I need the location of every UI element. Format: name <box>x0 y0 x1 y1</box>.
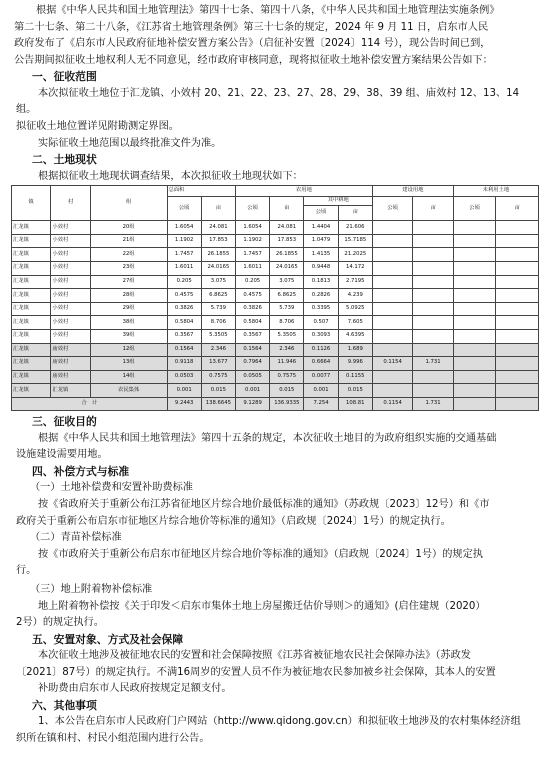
table-cell: 21.606 <box>338 221 372 235</box>
table-cell: 1.7457 <box>236 248 270 262</box>
table-cell: 0.7575 <box>270 370 304 384</box>
table-cell: 1.4135 <box>304 248 338 262</box>
table-cell: 0.001 <box>236 384 270 398</box>
attachment-compensation-line: 地上附着物补偿按《关于印发＜启东市集体土地上房屋搬迁估价导则＞的通知》(启住建规（2020） <box>38 600 486 612</box>
table-cell <box>496 275 539 289</box>
table-cell: 2.346 <box>270 343 304 357</box>
table-cell: 138.6645 <box>201 397 235 411</box>
table-cell <box>453 370 496 384</box>
table-cell: 17.853 <box>201 234 235 248</box>
table-row <box>12 343 539 357</box>
table-row <box>12 234 539 248</box>
table-cell: 4.239 <box>338 289 372 303</box>
table-cell: 5.0925 <box>338 302 372 316</box>
table-cell: 6.8625 <box>201 289 235 303</box>
table-row <box>12 289 539 303</box>
table-cell <box>453 275 496 289</box>
table-cell: 小效村 <box>51 302 90 316</box>
table-cell: 汇龙镇 <box>12 248 51 262</box>
table-cell: 小效村 <box>51 234 90 248</box>
table-cell: 5.3505 <box>270 329 304 343</box>
table-cell: 小效村 <box>51 261 90 275</box>
section-title-land-status: 二、土地现状 <box>32 153 97 167</box>
table-cell <box>496 397 539 411</box>
unit-mu: 亩 <box>338 206 372 221</box>
unit-mu: 亩 <box>201 197 235 221</box>
unit-hectare: 公顷 <box>453 197 496 221</box>
table-cell: 汇龙镇 <box>12 357 51 371</box>
unit-hectare: 公顷 <box>236 197 270 221</box>
table-cell: 20组 <box>90 221 167 235</box>
table-row <box>12 275 539 289</box>
table-cell: 汇龙镇 <box>12 221 51 235</box>
purpose-paragraph <box>0 431 550 464</box>
table-cell: 0.1813 <box>304 275 338 289</box>
table-cell: 0.3567 <box>236 329 270 343</box>
table-cell <box>453 357 496 371</box>
table-cell: 汇龙镇 <box>12 275 51 289</box>
table-cell: 汇龙镇 <box>12 234 51 248</box>
table-cell: 9.996 <box>338 357 372 371</box>
unit-mu: 亩 <box>413 197 453 221</box>
table-cell: 0.5804 <box>236 316 270 330</box>
table-cell: 汇龙镇 <box>12 329 51 343</box>
table-cell <box>496 370 539 384</box>
unit-hectare: 公顷 <box>372 197 412 221</box>
other-matters-line: 1、本公告在启东市人民政府门户网站（http://www.qidong.gov.cn）和拟征收土地涉及的农村集体经济组 <box>38 716 521 728</box>
table-cell: 7.254 <box>304 397 338 411</box>
land-compensation-paragraph <box>0 497 550 530</box>
table-cell: 0.1155 <box>338 370 372 384</box>
table-cell: 0.0505 <box>236 370 270 384</box>
table-cell <box>496 289 539 303</box>
table-cell: 1.0479 <box>304 234 338 248</box>
table-cell <box>496 343 539 357</box>
table-cell: 小效村 <box>51 248 90 262</box>
table-cell: 9.2443 <box>167 397 201 411</box>
table-cell: 0.1126 <box>304 343 338 357</box>
unit-hectare: 公顷 <box>167 197 201 221</box>
table-cell <box>453 329 496 343</box>
table-cell <box>496 357 539 371</box>
table-cell: 小效村 <box>51 329 90 343</box>
table-cell: 9.1289 <box>236 397 270 411</box>
table-cell: 0.1154 <box>372 357 412 371</box>
table-cell <box>372 234 412 248</box>
intro-line: 公告期间拟征收土地权利人无不同意见，经市政府审核同意，现将拟征收土地补偿安置方案结果公告如下： <box>14 54 493 66</box>
unit-mu: 亩 <box>496 197 539 221</box>
table-cell: 1.6011 <box>167 261 201 275</box>
table-cell: 8.706 <box>270 316 304 330</box>
table-cell <box>413 370 453 384</box>
table-cell: 汇龙镇 <box>12 302 51 316</box>
table-cell: 0.205 <box>167 275 201 289</box>
table-cell <box>413 316 453 330</box>
table-row <box>12 329 539 343</box>
table-cell: 21组 <box>90 234 167 248</box>
land-compensation-line: 按《省政府关于重新公布江苏省征地区片综合地价最低标准的通知》（苏政规〔2023〕12号）和《市 <box>38 499 490 511</box>
table-cell: 0.2826 <box>304 289 338 303</box>
table-cell: 1.4404 <box>304 221 338 235</box>
table-cell <box>496 248 539 262</box>
table-cell <box>372 302 412 316</box>
table-cell: 27组 <box>90 275 167 289</box>
resettlement-line: 本次征收土地涉及被征地农民的安置和社会保障按照《江苏省被征地农民社会保障办法》（苏政发 <box>38 650 471 662</box>
header-group: 组 <box>90 186 167 221</box>
section-title-other-matters: 六、其他事项 <box>32 699 97 712</box>
crop-compensation-line: 行。 <box>16 565 37 577</box>
table-cell <box>413 302 453 316</box>
table-cell: 0.015 <box>270 384 304 398</box>
table-cell: 汇龙镇 <box>12 384 51 398</box>
table-cell: 21.2025 <box>338 248 372 262</box>
table-cell <box>453 221 496 235</box>
table-cell: 0.0503 <box>167 370 201 384</box>
table-cell: 1.1902 <box>236 234 270 248</box>
table-cell: 1.6054 <box>167 221 201 235</box>
table-cell: 15.7185 <box>338 234 372 248</box>
table-cell: 0.7964 <box>236 357 270 371</box>
table-row <box>12 316 539 330</box>
table-cell <box>372 343 412 357</box>
table-cell: 5.739 <box>201 302 235 316</box>
header-total-area: 总面积 <box>167 186 235 197</box>
table-cell <box>453 384 496 398</box>
table-cell: 136.9335 <box>270 397 304 411</box>
header-village: 村 <box>51 186 90 221</box>
crop-compensation-paragraph <box>0 547 550 580</box>
total-label: 合 计 <box>12 397 168 411</box>
table-cell <box>453 302 496 316</box>
table-cell: 汇龙镇 <box>12 289 51 303</box>
table-cell: 0.3826 <box>167 302 201 316</box>
table-cell <box>496 261 539 275</box>
table-cell <box>372 261 412 275</box>
table-cell: 0.6664 <box>304 357 338 371</box>
table-cell <box>496 329 539 343</box>
table-cell: 12组 <box>90 343 167 357</box>
land-status-intro: 根据拟征收土地现状调查结果，本次拟征收土地现状如下： <box>38 170 303 182</box>
section-title-scope: 一、征收范围 <box>32 70 97 84</box>
table-cell: 3.075 <box>270 275 304 289</box>
table-cell: 11.946 <box>270 357 304 371</box>
table-cell <box>453 289 496 303</box>
table-cell: 0.0077 <box>304 370 338 384</box>
table-cell <box>413 234 453 248</box>
table-cell: 24.0165 <box>201 261 235 275</box>
table-cell: 0.4575 <box>236 289 270 303</box>
table-cell <box>372 289 412 303</box>
table-cell <box>372 316 412 330</box>
table-cell <box>372 248 412 262</box>
table-cell: 1.6011 <box>236 261 270 275</box>
table-cell: 2.346 <box>201 343 235 357</box>
table-cell: 14.172 <box>338 261 372 275</box>
table-row <box>12 302 539 316</box>
table-cell: 小效村 <box>51 221 90 235</box>
table-cell: 0.3826 <box>236 302 270 316</box>
table-cell: 7.605 <box>338 316 372 330</box>
table-cell <box>372 370 412 384</box>
header-farmland: 农用地 <box>236 186 373 197</box>
table-cell: 23组 <box>90 261 167 275</box>
table-cell: 小效村 <box>51 289 90 303</box>
section-title-resettlement: 五、安置对象、方式及社会保障 <box>32 632 184 646</box>
table-cell: 17.853 <box>270 234 304 248</box>
table-cell: 0.9448 <box>304 261 338 275</box>
table-cell: 26.1855 <box>201 248 235 262</box>
table-cell: 13.677 <box>201 357 235 371</box>
other-matters-line: 织所在镇和村、村民小组范围内进行公告。 <box>16 733 210 744</box>
table-cell <box>496 302 539 316</box>
table-cell: 29组 <box>90 302 167 316</box>
table-cell: 小效村 <box>51 275 90 289</box>
crop-compensation-line: 按《市政府关于重新公布启东市征地区片综合地价等标准的通知》（启政规〔2024〕1号）的规定执 <box>38 548 483 560</box>
table-cell: 39组 <box>90 329 167 343</box>
table-cell: 0.015 <box>338 384 372 398</box>
table-cell <box>372 384 412 398</box>
table-cell: 1.731 <box>413 357 453 371</box>
table-cell: 农民集体 <box>90 384 167 398</box>
table-cell <box>413 329 453 343</box>
table-cell <box>496 234 539 248</box>
land-table-body <box>12 221 539 398</box>
table-cell <box>413 248 453 262</box>
table-cell <box>453 248 496 262</box>
land-status-table <box>11 185 539 411</box>
unit-hectare: 公顷 <box>304 206 338 221</box>
table-cell <box>453 343 496 357</box>
intro-line: 根据《中华人民共和国土地管理法》第四十七条、第四十八条，《中华人民共和国土地管理法实施条例》 <box>36 5 500 16</box>
table-cell <box>413 275 453 289</box>
resettlement-line: 〔2021〕87号）的规定执行。不满16周岁的安置人员不作为被征地农民参加被乡社会保障，其本人的安置 <box>16 666 496 678</box>
table-cell <box>413 221 453 235</box>
table-cell: 28组 <box>90 289 167 303</box>
table-cell: 4.6395 <box>338 329 372 343</box>
table-cell: 6.8625 <box>270 289 304 303</box>
table-cell: 1.689 <box>338 343 372 357</box>
land-compensation-line: 政府关于重新公布启东市征地区片综合地价等标准的通知》（启政规〔2024〕1号）的规定执行。 <box>16 515 451 527</box>
section-title-compensation: 四、补偿方式与标准 <box>32 465 130 479</box>
table-cell: 0.1154 <box>372 397 412 411</box>
table-cell: 108.81 <box>338 397 372 411</box>
table-cell: 0.4575 <box>167 289 201 303</box>
table-row <box>12 384 539 398</box>
table-cell: 0.205 <box>236 275 270 289</box>
table-cell: 0.015 <box>201 384 235 398</box>
table-cell: 24.081 <box>201 221 235 235</box>
table-cell: 22组 <box>90 248 167 262</box>
table-cell <box>496 221 539 235</box>
scope-line: 拟征收土地位置详见附勘测定界图。 <box>16 120 179 132</box>
table-cell: 13组 <box>90 357 167 371</box>
table-cell <box>413 261 453 275</box>
table-row <box>12 221 539 235</box>
attachment-compensation-paragraph <box>0 599 550 632</box>
table-cell: 庙效村 <box>51 370 90 384</box>
table-cell <box>453 397 496 411</box>
table-total-row <box>12 397 539 411</box>
table-cell <box>453 234 496 248</box>
table-cell: 0.1564 <box>167 343 201 357</box>
table-cell: 0.001 <box>304 384 338 398</box>
table-cell: 汇龙镇 <box>12 343 51 357</box>
table-cell: 14组 <box>90 370 167 384</box>
table-cell: 0.3567 <box>167 329 201 343</box>
unit-mu: 亩 <box>270 197 304 221</box>
table-cell <box>372 221 412 235</box>
table-row <box>12 370 539 384</box>
table-cell: 0.7575 <box>201 370 235 384</box>
table-cell: 1.1902 <box>167 234 201 248</box>
subsection-attachment-compensation: （三）地上附着物补偿标准 <box>30 584 153 596</box>
intro-line: 第二十七条、第二十八条，《江苏省土地管理条例》第三十七条的规定，2024 年 9 月 11 日，启东市人民 <box>14 21 489 33</box>
intro-line: 政府发布了《启东市人民政府征地补偿安置方案公告》（启征补安置〔2024〕114 号），现公告时间已到， <box>14 38 491 50</box>
table-row <box>12 357 539 371</box>
header-town: 镇 <box>12 186 51 221</box>
header-construction-land: 建设用地 <box>372 186 453 197</box>
table-cell: 汇龙镇 <box>51 384 90 398</box>
table-cell: 庙效村 <box>51 357 90 371</box>
table-cell: 0.3395 <box>304 302 338 316</box>
resettlement-line: 补助费由启东市人民政府按规定足额支付。 <box>38 683 232 695</box>
table-cell <box>453 316 496 330</box>
table-cell: 1.6054 <box>236 221 270 235</box>
table-cell <box>413 384 453 398</box>
table-cell: 汇龙镇 <box>12 316 51 330</box>
table-cell <box>413 289 453 303</box>
table-cell: 0.507 <box>304 316 338 330</box>
subsection-land-compensation: （一）土地补偿费和安置补助费标准 <box>30 482 193 494</box>
attachment-compensation-line: 2号）的规定执行。 <box>16 617 104 629</box>
table-cell: 0.5804 <box>167 316 201 330</box>
table-cell <box>496 316 539 330</box>
table-row <box>12 248 539 262</box>
table-cell: 3.075 <box>201 275 235 289</box>
table-cell: 0.9118 <box>167 357 201 371</box>
section-title-purpose: 三、征收目的 <box>32 415 97 429</box>
table-cell: 小效村 <box>51 316 90 330</box>
header-arable-land: 其中耕地 <box>304 197 372 206</box>
table-cell: 5.739 <box>270 302 304 316</box>
table-cell: 24.081 <box>270 221 304 235</box>
other-matters-paragraph <box>0 714 550 747</box>
table-cell: 0.1564 <box>236 343 270 357</box>
scope-line: 本次拟征收土地位于汇龙镇、小效村 20、21、22、23、27、28、29、38、39 组、庙效村 12、13、14 组。 <box>16 87 520 116</box>
table-cell <box>453 261 496 275</box>
table-row <box>12 261 539 275</box>
table-cell: 0.001 <box>167 384 201 398</box>
intro-paragraph <box>0 0 550 69</box>
table-cell: 38组 <box>90 316 167 330</box>
table-cell: 8.706 <box>201 316 235 330</box>
scope-paragraph <box>0 86 550 152</box>
table-cell <box>372 275 412 289</box>
table-cell <box>413 343 453 357</box>
table-cell: 汇龙镇 <box>12 370 51 384</box>
table-cell: 0.3093 <box>304 329 338 343</box>
subsection-crop-compensation: （二）青苗补偿标准 <box>30 532 122 544</box>
table-cell: 庙效村 <box>51 343 90 357</box>
resettlement-paragraph <box>0 648 550 698</box>
table-cell: 汇龙镇 <box>12 261 51 275</box>
purpose-line: 根据《中华人民共和国土地管理法》第四十五条的规定，本次征收土地目的为政府组织实施的交通基础 <box>38 432 497 444</box>
table-cell <box>496 384 539 398</box>
table-cell: 24.0165 <box>270 261 304 275</box>
table-cell: 26.1855 <box>270 248 304 262</box>
header-unused-land: 未利用土地 <box>453 186 538 197</box>
purpose-line: 设施建设需要用地。 <box>16 449 108 461</box>
table-cell: 5.3505 <box>201 329 235 343</box>
table-cell: 2.7195 <box>338 275 372 289</box>
table-cell: 1.731 <box>413 397 453 411</box>
scope-line: 实际征收土地范围以最终批准文件为准。 <box>38 137 222 149</box>
table-cell: 1.7457 <box>167 248 201 262</box>
table-cell <box>372 329 412 343</box>
